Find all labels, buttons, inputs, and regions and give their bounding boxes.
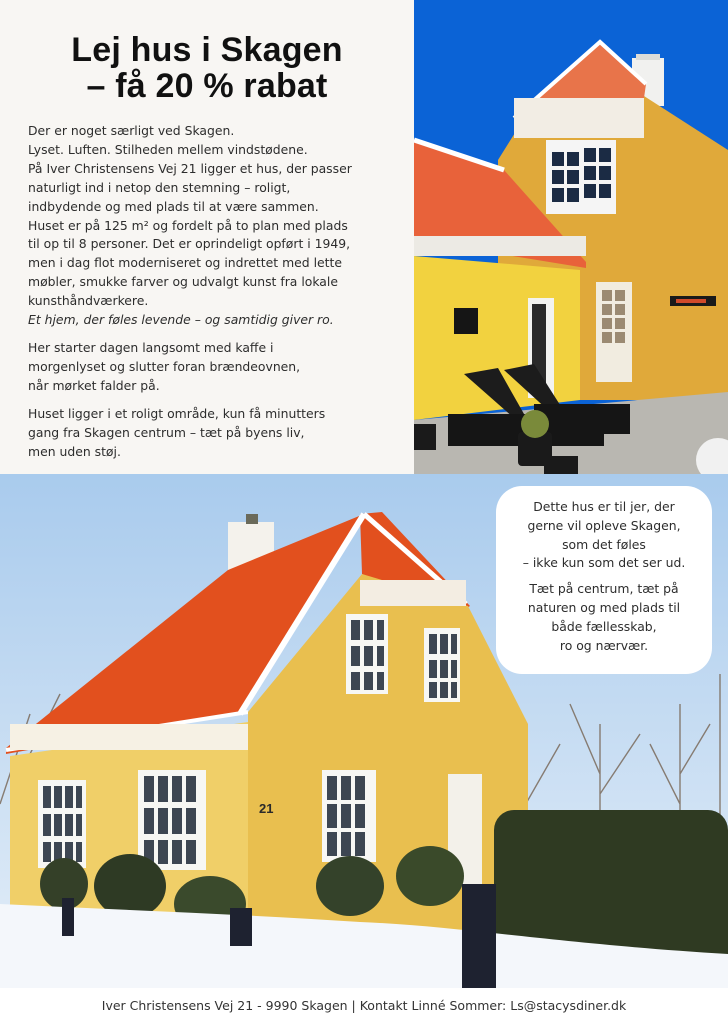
text-line: Her starter dagen langsomt med kaffe i — [28, 339, 274, 355]
title-line-2: – få 20 % rabat — [86, 67, 328, 105]
text-line: ro og nærvær. — [559, 637, 649, 653]
text-line: men i dag flot moderniseret og indrettet med lette — [28, 255, 342, 271]
text-line: men uden støj. — [28, 443, 121, 459]
text-line: Der er noget særligt ved Skagen. — [28, 123, 235, 138]
text-line: Dette hus er til jer, der — [533, 499, 675, 514]
summer-house-illustration — [414, 0, 728, 474]
text-line: – ikke kun som det ser ud. — [522, 555, 686, 571]
text-line: naturen og med plads til — [527, 599, 681, 615]
text-line: både fællesskab, — [551, 618, 657, 634]
text-line: naturligt ind i netop den stemning – roligt, — [28, 179, 291, 195]
footer-contact — [0, 988, 728, 1030]
text-line: Huset er på 125 m² og fordelt på to plan med plads — [28, 217, 348, 233]
italic-tagline: Et hjem, der føles levende – og samtidig giver ro. — [28, 312, 334, 328]
footer-text: Iver Christensens Vej 21 - 9990 Skagen | Kontakt Linné Sommer: Ls@stacysdiner.dk — [101, 998, 627, 1013]
intro-panel — [0, 0, 414, 474]
text-line: På Iver Christensens Vej 21 ligger et hus, der passer — [28, 160, 352, 176]
quote-card — [496, 486, 712, 674]
text-line: Lyset. Luften. Stilheden mellem vindstødene. — [28, 141, 308, 157]
text-line: som det føles — [562, 536, 646, 552]
text-line: møbler, smukke farver og udvalgt kunst fra lokale — [28, 274, 338, 290]
intro-paragraph-2 — [28, 339, 408, 396]
text-line: Tæt på centrum, tæt på — [529, 581, 679, 597]
text-line: gerne vil opleve Skagen, — [527, 517, 681, 533]
intro-paragraph-3 — [28, 405, 408, 462]
svg-text:21: 21 — [259, 801, 274, 816]
photo-summer-house — [414, 0, 728, 474]
text-line: indbydende og med plads til at være sammen. — [28, 198, 319, 214]
intro-text — [28, 122, 408, 470]
text-line: når mørket falder på. — [28, 377, 160, 393]
page-title — [0, 32, 414, 104]
title-line-1: Lej hus i Skagen — [71, 31, 343, 69]
text-line: morgenlyset og slutter foran brændeovnen, — [28, 358, 301, 374]
intro-paragraph-1 — [28, 122, 408, 330]
text-line: til op til 8 personer. Det er oprindeligt opført i 1949, — [28, 236, 351, 252]
text-line: Huset ligger i et roligt område, kun få minutters — [28, 405, 326, 421]
quote-paragraph-1 — [496, 498, 712, 573]
text-line: gang fra Skagen centrum – tæt på byens liv, — [28, 424, 305, 440]
text-line: kunsthåndværkere. — [28, 293, 149, 309]
quote-paragraph-2 — [496, 580, 712, 655]
